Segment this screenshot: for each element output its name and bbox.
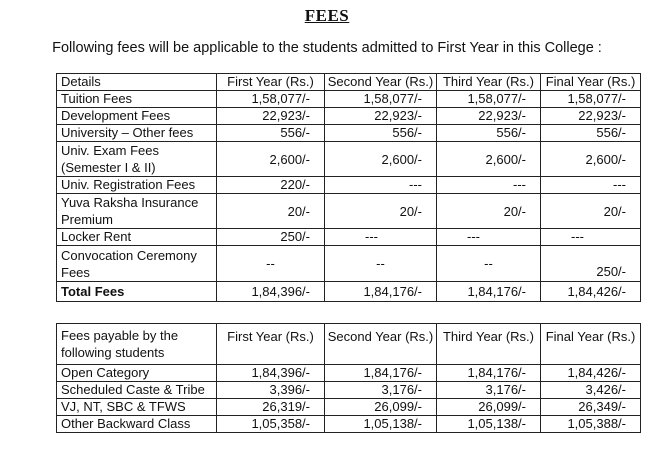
cell-second-year: -- <box>325 246 437 282</box>
cell-final-year: 1,05,388/- <box>541 416 641 433</box>
cell-second-year: 3,176/- <box>325 382 437 399</box>
table-row <box>57 365 641 382</box>
cell-third-year: --- <box>437 177 541 194</box>
cell-third-year: 1,58,077/- <box>437 91 541 108</box>
row-label-line2: (Semester I & II) <box>61 160 156 175</box>
cell-third-year: 3,176/- <box>437 382 541 399</box>
cell-first-year: 2,600/- <box>217 142 325 177</box>
header-final-year: Final Year (Rs.) <box>541 74 641 91</box>
row-label: VJ, NT, SBC & TFWS <box>57 399 217 416</box>
header-label-line1: Fees payable by the <box>61 328 179 343</box>
cell-final-year: 20/- <box>541 194 641 229</box>
cell-final-year: --- <box>541 177 641 194</box>
table-row <box>57 125 641 142</box>
cell-third-year: 22,923/- <box>437 108 541 125</box>
cell-third-year: 26,099/- <box>437 399 541 416</box>
total-label: Total Fees <box>57 282 217 302</box>
cell-third-year: 2,600/- <box>437 142 541 177</box>
table-header-row <box>57 324 641 365</box>
cell-first-year: 1,58,077/- <box>217 91 325 108</box>
cell-first-year: 3,396/- <box>217 382 325 399</box>
row-label: Scheduled Caste & Tribe <box>57 382 217 399</box>
header-category <box>57 324 217 365</box>
cell-third-year: --- <box>437 229 541 246</box>
table-row <box>57 108 641 125</box>
total-final-year: 1,84,426/- <box>541 282 641 302</box>
cell-second-year: 26,099/- <box>325 399 437 416</box>
cell-second-year: 1,84,176/- <box>325 365 437 382</box>
total-row <box>57 282 641 302</box>
row-label <box>57 194 217 229</box>
cell-first-year: 220/- <box>217 177 325 194</box>
header-third-year: Third Year (Rs.) <box>437 324 541 365</box>
table-row <box>57 399 641 416</box>
table-row <box>57 177 641 194</box>
page-title: FEES <box>304 6 350 25</box>
cell-first-year: 1,05,358/- <box>217 416 325 433</box>
row-label: Open Category <box>57 365 217 382</box>
header-third-year: Third Year (Rs.) <box>437 74 541 91</box>
row-label: Other Backward Class <box>57 416 217 433</box>
cell-final-year: 2,600/- <box>541 142 641 177</box>
header-second-year: Second Year (Rs.) <box>325 74 437 91</box>
row-label: Locker Rent <box>57 229 217 246</box>
cell-second-year: 20/- <box>325 194 437 229</box>
cell-final-year: 22,923/- <box>541 108 641 125</box>
cell-final-year: 250/- <box>541 246 641 282</box>
row-label: Univ. Registration Fees <box>57 177 217 194</box>
cell-first-year: 20/- <box>217 194 325 229</box>
cell-third-year: 1,05,138/- <box>437 416 541 433</box>
table-row <box>57 142 641 177</box>
cell-third-year: 556/- <box>437 125 541 142</box>
row-label: Development Fees <box>57 108 217 125</box>
row-label: Tuition Fees <box>57 91 217 108</box>
cell-final-year: 1,58,077/- <box>541 91 641 108</box>
header-details: Details <box>57 74 217 91</box>
header-second-year: Second Year (Rs.) <box>325 324 437 365</box>
total-first-year: 1,84,396/- <box>217 282 325 302</box>
cell-second-year: --- <box>325 229 437 246</box>
header-first-year: First Year (Rs.) <box>217 74 325 91</box>
table-row <box>57 194 641 229</box>
table-row <box>57 91 641 108</box>
cell-second-year: 2,600/- <box>325 142 437 177</box>
table-row <box>57 246 641 282</box>
table-row <box>57 382 641 399</box>
cell-first-year: -- <box>217 246 325 282</box>
cell-first-year: 250/- <box>217 229 325 246</box>
cell-third-year: -- <box>437 246 541 282</box>
row-label <box>57 246 217 282</box>
cell-final-year: 1,84,426/- <box>541 365 641 382</box>
cell-second-year: 556/- <box>325 125 437 142</box>
header-first-year: First Year (Rs.) <box>217 324 325 365</box>
row-label-line1: Yuva Raksha Insurance <box>61 195 199 210</box>
row-label: University – Other fees <box>57 125 217 142</box>
cell-second-year: --- <box>325 177 437 194</box>
table-header-row <box>57 74 641 91</box>
category-fees-table <box>56 323 641 433</box>
cell-second-year: 1,58,077/- <box>325 91 437 108</box>
cell-first-year: 22,923/- <box>217 108 325 125</box>
header-final-year: Final Year (Rs.) <box>541 324 641 365</box>
fees-table <box>56 73 641 302</box>
total-second-year: 1,84,176/- <box>325 282 437 302</box>
row-label-line2: Fees <box>61 264 90 280</box>
table-row <box>57 416 641 433</box>
cell-final-year: 3,426/- <box>541 382 641 399</box>
cell-second-year: 22,923/- <box>325 108 437 125</box>
cell-final-year: 26,349/- <box>541 399 641 416</box>
row-label-line2: Premium <box>61 212 114 227</box>
cell-first-year: 556/- <box>217 125 325 142</box>
row-label-line1: Univ. Exam Fees <box>61 143 160 158</box>
cell-third-year: 1,84,176/- <box>437 365 541 382</box>
cell-first-year: 1,84,396/- <box>217 365 325 382</box>
intro-text: Following fees will be applicable to the students admitted to First Year in this College : <box>52 40 602 56</box>
cell-final-year: --- <box>541 229 641 246</box>
row-label <box>57 142 217 177</box>
cell-second-year: 1,05,138/- <box>325 416 437 433</box>
row-label-line1: Convocation Ceremony <box>61 247 197 263</box>
cell-final-year: 556/- <box>541 125 641 142</box>
total-third-year: 1,84,176/- <box>437 282 541 302</box>
cell-third-year: 20/- <box>437 194 541 229</box>
cell-first-year: 26,319/- <box>217 399 325 416</box>
header-label-line2: following students <box>61 345 165 360</box>
table-row <box>57 229 641 246</box>
